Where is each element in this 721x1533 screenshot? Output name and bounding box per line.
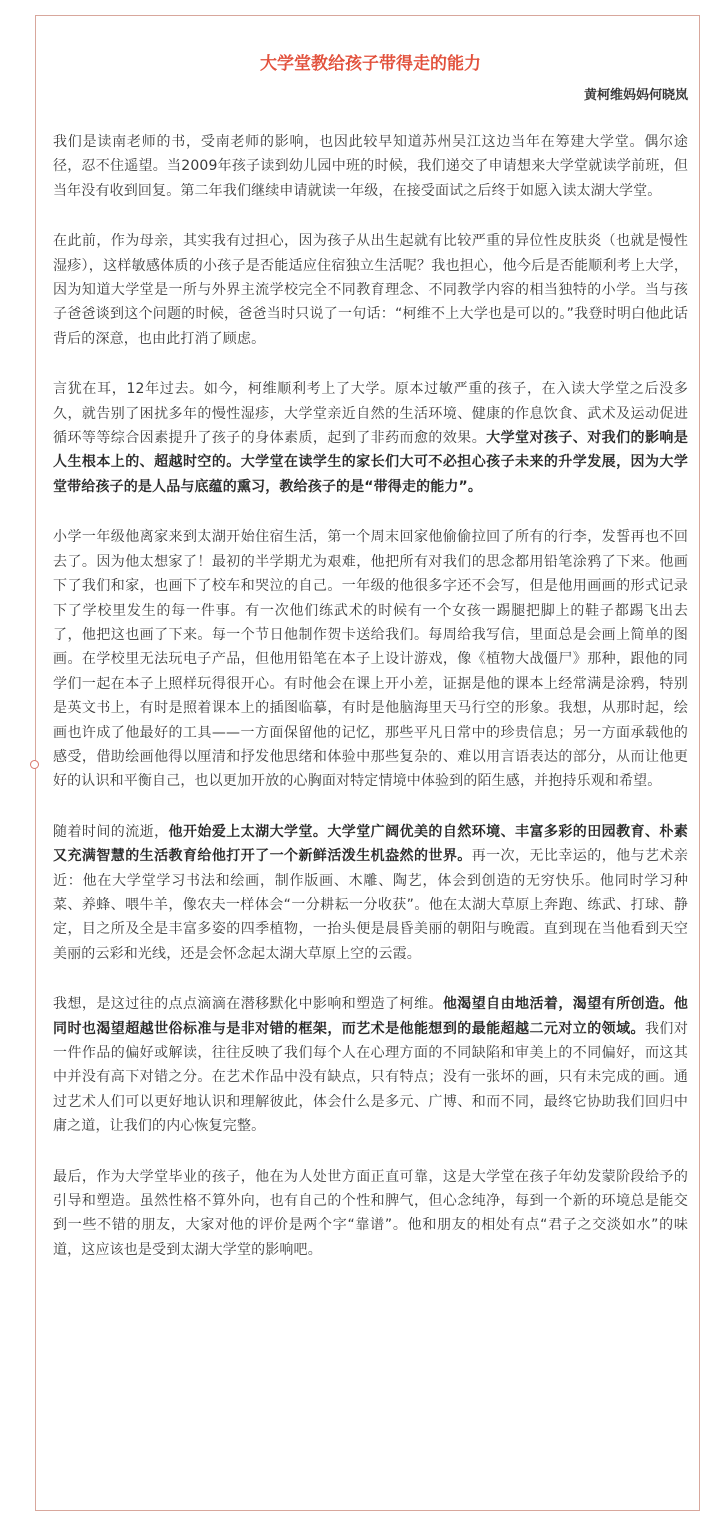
paragraph-2-text: 在此前，作为母亲，其实我有过担心，因为孩子从出生起就有比较严重的异位性皮肤炎（也就是慢性湿疹），这样敏感体质的小孩子是否能适应住宿独立生活呢？我也担心，他今后是否能顺利考上大学，因为知道大学堂是一所与外界主流学校完全不同教育理念、不同教学内容的相当独特的小学。当与孩子爸爸谈到这个问题的时候，爸爸当时只说了一句话：“柯维不上大学也是可以的。”我登时明白他此话背后的深意，也由此打消了顾虑。 xyxy=(53,233,688,347)
article-author: 黄柯维妈妈何晓岚 xyxy=(583,88,688,103)
frame-marker-dot xyxy=(30,760,39,769)
paragraph-1 xyxy=(53,130,688,203)
article-body xyxy=(53,52,688,1262)
paragraph-6 xyxy=(53,992,688,1138)
paragraph-6-bold: 他渴望自由地活着，渴望有所创造。他同时也渴望超越世俗标准与是非对错的框架，而艺术是他能想到的最能超越二元对立的领域。 xyxy=(53,996,688,1037)
paragraph-6-text-end: 我们对一件作品的偏好或解读，往往反映了我们每个人在心理方面的不同缺陷和审美上的不同偏好，而这其中并没有高下对错之分。在艺术作品中没有缺点，只有特点；没有一张坏的画，只有未完成的画。通过艺术人们可以更好地认识和理解彼此，体会什么是多元、广博、和而不同，最终它协助我们回归中庸之道，让我们的内心恢复完整。 xyxy=(53,1020,688,1135)
paragraph-3 xyxy=(53,377,688,499)
paragraph-7 xyxy=(53,1165,688,1263)
paragraph-5 xyxy=(53,820,688,966)
paragraph-7-text: 最后，作为大学堂毕业的孩子，他在为人处世方面正直可靠，这是大学堂在孩子年幼发蒙阶段给予的引导和塑造。虽然性格不算外向，也有自己的个性和脾气，但心念纯净，每到一个新的环境总是能交到一些不错的朋友，大家对他的评价是两个字“靠谱”。他和朋友的相处有点“君子之交淡如水”的味道，这应该也是受到太湖大学堂的影响吧。 xyxy=(53,1168,688,1258)
paragraph-2 xyxy=(53,229,688,351)
paragraph-4-text: 小学一年级他离家来到太湖开始住宿生活，第一个周末回家他偷偷拉回了所有的行李，发誓再也不回去了。因为他太想家了！最初的半学期尤为艰难，他把所有对我们的思念都用铅笔涂鸦了下来。他画下了我们和家，也画下了校车和哭泣的自己。一年级的他很多字还不会写，但是他用画画的形式记录下了学校里发生的每一件事。有一次他们练武术的时候有一个女孩一踢腿把脚上的鞋子都踢飞出去了，他把这也画了下来。每一个节日他制作贺卡送给我们。每周给我写信，里面总是会画上简单的图画。在学校里无法玩电子产品，但他用铅笔在本子上设计游戏，像《植物大战僵尸》那种，跟他的同学们一起在本子上照样玩得很开心。有时他会在课上开小差，证据是他的课本上经常满是涂鸦，特别是英文书上，有时是照着课本上的插图临摹，有时是他脑海里天马行空的形象。我想，从那时起，绘画也许成了他最好的工具——一方面保留他的记忆，那些平凡日常中的珍贵信息；另一方面承载他的感受，借助绘画他得以厘清和抒发他思绪和体验中那些复杂的、难以用言语表达的部分，从而让他更好的认识和平衡自己，也以更加开放的心胸面对特定情境中体验到的陌生感，并抱持乐观和希望。 xyxy=(53,529,688,790)
paragraph-5-text-start: 随着时间的流逝， xyxy=(53,823,169,840)
paragraph-6-text-start: 我想，是这过往的点点滴滴在潜移默化中影响和塑造了柯维。 xyxy=(53,996,443,1013)
paragraph-3-bold: 大学堂对孩子、对我们的影响是人生根本上的、超越时空的。大学堂在读学生的家长们大可不必担心孩子未来的升学发展，因为大学堂带给孩子的是人品与底蕴的熏习，教给孩子的是“带得走的能力”。 xyxy=(53,430,689,495)
paragraph-4 xyxy=(53,525,688,793)
paragraph-1-text: 我们是读南老师的书，受南老师的影响，也因此较早知道苏州吴江这边当年在筹建大学堂。偶尔途径，忍不住遥望。当2009年孩子读到幼儿园中班的时候，我们递交了申请想来大学堂就读学前班，但当年没有收到回复。第二年我们继续申请就读一年级，在接受面试之后终于如愿入读太湖大学堂。 xyxy=(53,134,688,199)
paragraph-5-bold: 他开始爱上太湖大学堂。大学堂广阔优美的自然环境、丰富多彩的田园教育、朴素又充满智慧的生活教育给他打开了一个新鲜活泼生机盎然的世界。 xyxy=(53,823,688,865)
paragraph-3-text: 言犹在耳，12年过去。如今，柯维顺利考上了大学。原本过敏严重的孩子，在入读大学堂之后没多久，就告别了困扰多年的慢性湿疹，大学堂亲近自然的生活环境、健康的作息饮食、武术及运动促进循环等等综合因素提升了孩子的身体素质，起到了非药而愈的效果。 xyxy=(53,381,688,447)
article-title: 大学堂教给孩子带得走的能力 xyxy=(260,54,481,74)
paragraph-5-text-end: 再一次，无比幸运的，他与艺术亲近：他在大学堂学习书法和绘画，制作版画、木雕、陶艺，体会到创造的无穷快乐。他同时学习种菜、养蜂、喂牛羊，像农夫一样体会“一分耕耘一分收获”。他在太湖大草原上奔跑、练武、打球、静定，目之所及全是丰富多姿的四季植物，一抬头便是晨昏美丽的朝阳与晚霞。直到现在当他看到天空美丽的云彩和光线，还是会怀念起太湖大草原上空的云霞。 xyxy=(53,848,689,962)
